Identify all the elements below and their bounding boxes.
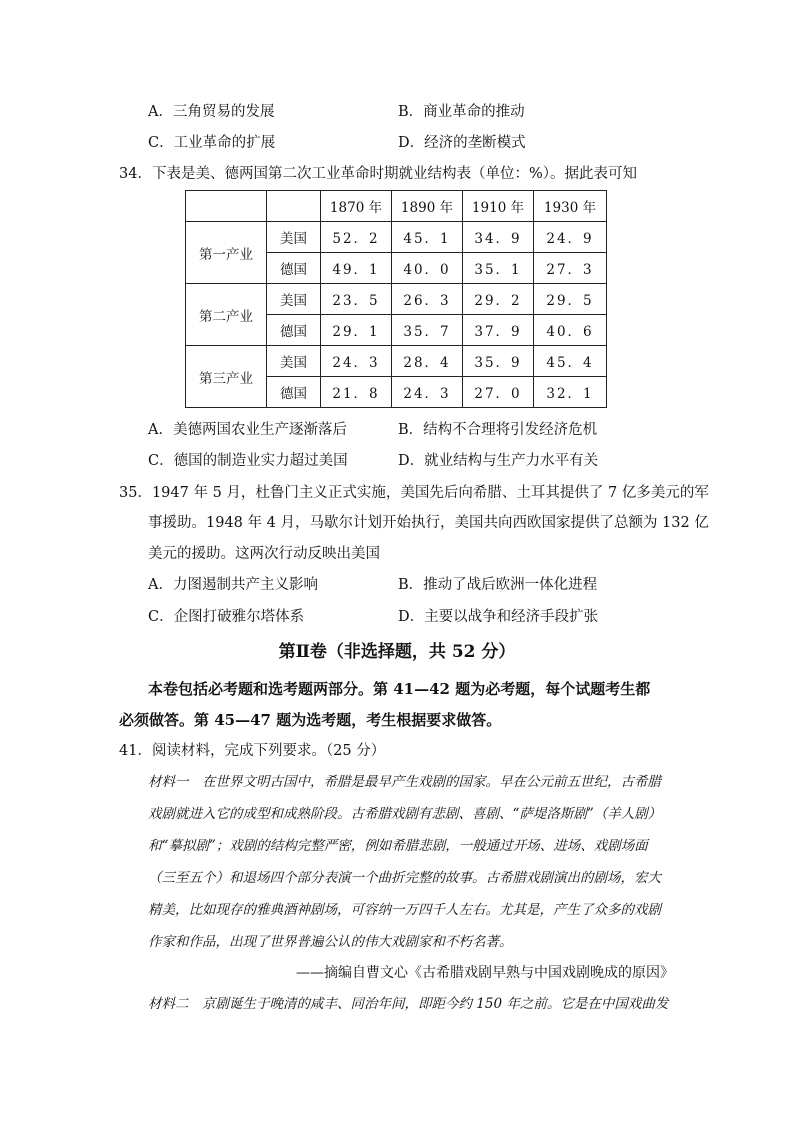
table-corner-cell xyxy=(186,191,267,222)
table-cell: 45．4 xyxy=(534,346,607,377)
table-cell: 45．1 xyxy=(392,222,463,253)
part2-title: 第Ⅱ卷（非选择题，共 52 分） xyxy=(278,642,516,662)
table-cell: 27．0 xyxy=(463,377,534,408)
material1-line: 材料一 在世界文明古国中，希腊是最早产生戏剧的国家。早在公元前五世纪，古希腊 xyxy=(148,774,661,790)
q35-stem-line: 35．1947 年 5 月，杜鲁门主义正式实施，美国先后向希腊、土耳其提供了 7 亿多美元的军 xyxy=(119,485,709,501)
q35-option-b: B．推动了战后欧洲一体化进程 xyxy=(398,577,598,593)
material1-line: 戏剧就进入它的成型和成熟阶段。古希腊戏剧有悲剧、喜剧、“萨堤洛斯剧”（羊人剧） xyxy=(148,806,662,822)
material1-line: 和“摹拟剧”；戏剧的结构完整严密，例如希腊悲剧，一般通过开场、进场、戏剧场面 xyxy=(148,838,648,854)
sector-label: 第一产业 xyxy=(186,222,267,284)
material1-line: （三至五个）和退场四个部分表演一个曲折完整的故事。古希腊戏剧演出的剧场，宏大 xyxy=(148,870,661,886)
material2-line: 材料二 京剧诞生于晚清的咸丰、同治年间，即距今约 150 年之前。它是在中国戏曲发 xyxy=(148,996,669,1012)
q35-stem-line: 美元的援助。这两次行动反映出美国 xyxy=(148,546,380,562)
q41-stem: 41．阅读材料，完成下列要求。（25 分） xyxy=(119,743,386,759)
q35-option-d: D．主要以战争和经济手段扩张 xyxy=(398,609,599,625)
country-label: 德国 xyxy=(267,377,321,408)
table-cell: 40．6 xyxy=(534,315,607,346)
table-cell: 32．1 xyxy=(534,377,607,408)
material1-line: 作家和作品，出现了世界普遍公认的伟大戏剧家和不朽名著。 xyxy=(148,934,513,950)
table-cell: 35．9 xyxy=(463,346,534,377)
table-cell: 35．1 xyxy=(463,253,534,284)
table-cell: 24．3 xyxy=(392,377,463,408)
table-header-row xyxy=(186,191,607,222)
table-cell: 35．7 xyxy=(392,315,463,346)
table-row xyxy=(186,222,607,253)
year-header: 1930 年 xyxy=(534,191,607,222)
table-cell: 27．3 xyxy=(534,253,607,284)
table-cell: 29．5 xyxy=(534,284,607,315)
q33-option-a: A．三角贸易的发展 xyxy=(148,104,275,120)
sector-label: 第三产业 xyxy=(186,346,267,408)
table-cell: 26．3 xyxy=(392,284,463,315)
q35-option-c: C．企图打破雅尔塔体系 xyxy=(148,609,305,625)
q33-option-d: D．经济的垄断模式 xyxy=(398,135,526,151)
material1-source: ——摘编自曹文心《古希腊戏剧早熟与中国戏剧晚成的原因》 xyxy=(296,965,674,981)
table-cell: 23．5 xyxy=(321,284,392,315)
q33-option-b: B．商业革命的推动 xyxy=(398,104,525,120)
table-cell: 34．9 xyxy=(463,222,534,253)
table-cell: 24．9 xyxy=(534,222,607,253)
table-cell: 40．0 xyxy=(392,253,463,284)
q34-option-c: C．德国的制造业实力超过美国 xyxy=(148,453,348,469)
q34-option-d: D．就业结构与生产力水平有关 xyxy=(398,453,599,469)
year-header: 1870 年 xyxy=(321,191,392,222)
table-cell: 52．2 xyxy=(321,222,392,253)
q35-option-a: A．力图遏制共产主义影响 xyxy=(148,577,318,593)
table-row xyxy=(186,284,607,315)
part2-intro-line: 本卷包括必考题和选考题两部分。第 41—42 题为必考题，每个试题考生都 xyxy=(148,680,651,698)
employment-table xyxy=(185,190,607,408)
sector-label: 第二产业 xyxy=(186,284,267,346)
q34-stem: 34．下表是美、德两国第二次工业革命时期就业结构表（单位：%）。据此表可知 xyxy=(119,166,637,182)
table-cell: 24．3 xyxy=(321,346,392,377)
q34-option-a: A．美德两国农业生产逐渐落后 xyxy=(148,422,347,438)
material1-line: 精美，比如现存的雅典酒神剧场，可容纳一万四千人左右。尤其是，产生了众多的戏剧 xyxy=(148,902,661,918)
table-cell: 37．9 xyxy=(463,315,534,346)
year-header: 1890 年 xyxy=(392,191,463,222)
country-label: 美国 xyxy=(267,284,321,315)
q35-stem-line: 事援助。1948 年 4 月，马歇尔计划开始执行，美国共向西欧国家提供了总额为 132 亿 xyxy=(148,515,709,531)
year-header: 1910 年 xyxy=(463,191,534,222)
country-label: 德国 xyxy=(267,315,321,346)
table-cell: 49．1 xyxy=(321,253,392,284)
table-cell: 28．4 xyxy=(392,346,463,377)
table-row xyxy=(186,346,607,377)
country-label: 美国 xyxy=(267,346,321,377)
table-corner-cell xyxy=(267,191,321,222)
table-cell: 21．8 xyxy=(321,377,392,408)
q33-option-c: C．工业革命的扩展 xyxy=(148,135,276,151)
q34-option-b: B．结构不合理将引发经济危机 xyxy=(398,422,598,438)
country-label: 美国 xyxy=(267,222,321,253)
table-cell: 29．1 xyxy=(321,315,392,346)
country-label: 德国 xyxy=(267,253,321,284)
table-cell: 29．2 xyxy=(463,284,534,315)
part2-intro-line: 必须做答。第 45—47 题为选考题，考生根据要求做答。 xyxy=(119,711,502,729)
